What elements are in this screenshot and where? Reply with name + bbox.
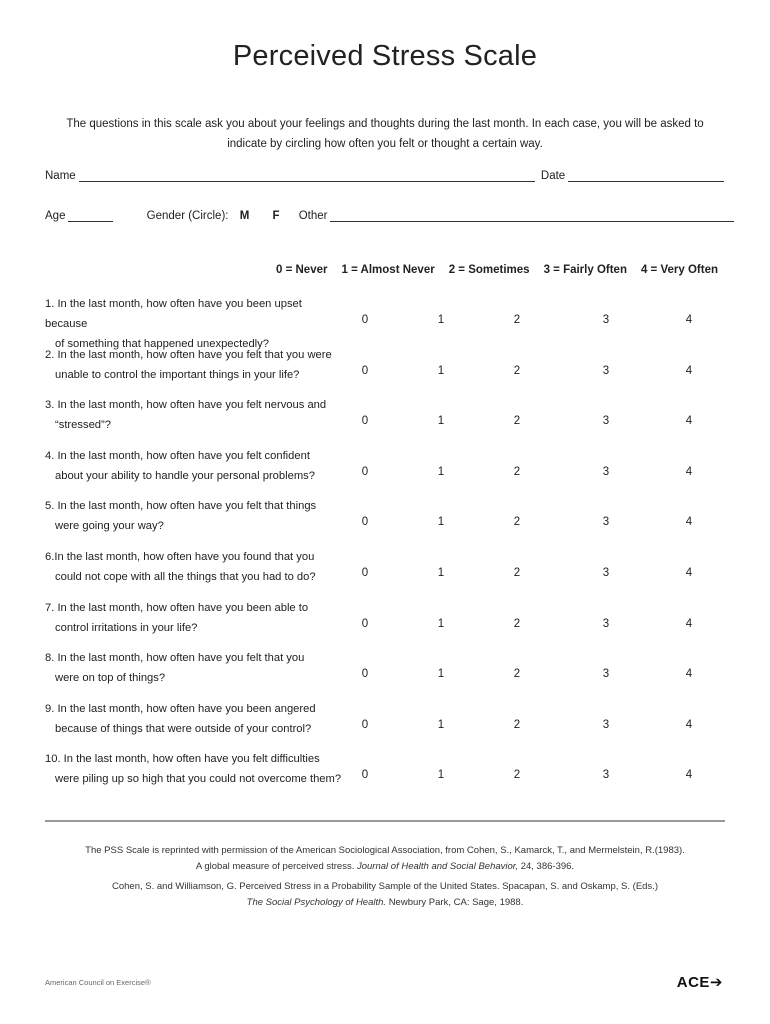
question-text-line-1: 6.In the last month, how often have you found that you [45,551,315,563]
credit-cohen [60,879,710,911]
credit-cohen-line-1: Cohen, S. and Williamson, G. Perceived Stress in a Probability Sample of the United States. Spacapan, S. and Oskamp, S. (Eds.) [112,881,658,892]
question-1-option-0[interactable]: 0 [361,314,369,326]
question-3 [45,395,345,435]
question-text-line-2: were going your way? [55,520,164,533]
question-3-option-2[interactable]: 2 [513,415,521,428]
question-3-option-0[interactable]: 0 [361,415,369,428]
credit-cohen-publisher: Newbury Park, CA: Sage, 1988. [388,897,524,908]
page-title: Perceived Stress Scale [232,40,538,72]
question-2-option-1[interactable]: 1 [437,364,445,377]
question-4-option-2[interactable]: 2 [513,465,521,478]
credit-pss-text: A global measure of perceived stress. [195,861,355,872]
intro-text [60,114,710,154]
divider [45,820,725,822]
question-7 [45,598,345,638]
question-text-line-2: because of things that were outside of your control? [55,722,312,735]
other-label: Other [298,210,328,222]
question-6-option-4[interactable]: 4 [685,567,693,579]
question-7-option-1[interactable]: 1 [437,617,445,630]
question-9 [45,699,345,739]
question-6 [45,547,345,587]
name-date-row [45,170,727,182]
question-text-line-1: 8. In the last month, how often have you felt that you [45,652,305,665]
credit-pss-line-2 [60,859,710,875]
question-text-line-1: 9. In the last month, how often have you been angered [45,702,316,715]
ace-logo: ACE➔ [676,974,723,991]
question-5-option-2[interactable]: 2 [513,516,521,529]
question-text-line-1: 7. In the last month, how often have you been able to [45,601,309,614]
question-6-option-2[interactable]: 2 [513,567,521,579]
question-7-option-4[interactable]: 4 [685,617,693,630]
question-text-line-1: 3. In the last month, how often have you felt nervous and [45,399,327,412]
question-9-option-1[interactable]: 1 [437,718,445,731]
question-5-option-4[interactable]: 4 [685,516,693,529]
name-field[interactable] [79,171,535,182]
question-10-option-0[interactable]: 0 [361,769,369,782]
question-5-option-1[interactable]: 1 [437,516,445,529]
question-text-line-2: were piling up so high that you could not overcome them? [55,773,342,786]
question-8-option-1[interactable]: 1 [437,668,445,681]
footer-org: American Council on Exercise® [45,978,151,987]
question-text-line-1: 4. In the last month, how often have you felt confident [45,449,310,462]
scale-legend [276,264,718,276]
age-field[interactable] [68,211,113,222]
question-text-line-2: about your ability to handle your personal problems? [55,469,315,482]
scale-very-often: 4 = Very Often [640,264,718,276]
question-6-option-1[interactable]: 1 [437,567,445,579]
date-field[interactable] [568,171,724,182]
question-text-line-2: could not cope with all the things that you had to do? [55,571,316,583]
question-text-line-2: of something that happened unexpectedly? [55,338,269,350]
question-8-option-2[interactable]: 2 [513,668,521,681]
question-5 [45,496,345,536]
question-text-line-2: “stressed”? [55,419,111,432]
question-7-option-2[interactable]: 2 [513,617,521,630]
gender-option-m[interactable]: M [239,210,250,222]
question-4-option-4[interactable]: 4 [685,465,693,478]
question-5-option-0[interactable]: 0 [361,516,369,529]
question-10-option-3[interactable]: 3 [602,769,610,782]
question-1-option-1[interactable]: 1 [437,314,445,326]
question-10 [45,749,345,789]
question-text-line-1: 2. In the last month, how often have you felt that you were [45,348,332,361]
scale-sometimes: 2 = Sometimes [448,264,530,276]
question-text-line-2: were on top of things? [55,672,166,685]
question-10-option-4[interactable]: 4 [685,769,693,782]
credit-cohen-book: The Social Psychology of Health. [246,897,387,908]
other-field[interactable] [330,211,734,222]
question-text-line-2: unable to control the important things in your life? [55,368,300,381]
question-9-option-4[interactable]: 4 [685,718,693,731]
question-4-option-0[interactable]: 0 [361,465,369,478]
scale-almost-never: 1 = Almost Never [341,264,435,276]
question-text-line-1: 5. In the last month, how often have you felt that things [45,500,317,513]
name-label: Name [45,170,76,182]
credit-pss [60,843,710,875]
question-10-option-2[interactable]: 2 [513,769,521,782]
question-2-option-4[interactable]: 4 [685,364,693,377]
question-6-option-0[interactable]: 0 [361,567,369,579]
intro-line-1: The questions in this scale ask you about your feelings and thoughts during the last month. In each case, you will be asked to [66,118,704,130]
question-text-line-2: control irritations in your life? [55,621,198,634]
credit-pss-pages: 24, 386-396. [520,861,575,872]
question-7-option-3[interactable]: 3 [602,617,610,630]
question-text-line-1: 1. In the last month, how often have you been upset because [45,298,302,330]
question-9-option-2[interactable]: 2 [513,718,521,731]
question-3-option-4[interactable]: 4 [685,415,693,428]
question-text-line-1: 10. In the last month, how often have you felt difficulties [45,753,320,766]
question-7-option-0[interactable]: 0 [361,617,369,630]
intro-line-2: indicate by circling how often you felt or thought a certain way. [227,138,543,150]
question-2-option-2[interactable]: 2 [513,364,521,377]
question-3-option-3[interactable]: 3 [602,415,610,428]
gender-option-f[interactable]: F [272,210,280,222]
question-6-option-3[interactable]: 3 [602,567,610,579]
question-4 [45,446,345,486]
question-8-option-4[interactable]: 4 [685,668,693,681]
question-2-option-0[interactable]: 0 [361,364,369,377]
gender-label: Gender (Circle): [146,210,229,222]
question-8 [45,648,345,688]
age-label: Age [45,210,66,222]
question-1-option-3[interactable]: 3 [602,314,610,326]
question-8-option-0[interactable]: 0 [361,668,369,681]
question-5-option-3[interactable]: 3 [602,516,610,529]
credit-cohen-line-2 [60,895,710,911]
question-8-option-3[interactable]: 3 [602,668,610,681]
question-4-option-1[interactable]: 1 [437,465,445,478]
question-9-option-3[interactable]: 3 [602,718,610,731]
question-3-option-1[interactable]: 1 [437,415,445,428]
question-2 [45,345,345,385]
question-9-option-0[interactable]: 0 [361,718,369,731]
question-1-option-2[interactable]: 2 [513,314,521,326]
credit-pss-line-1: The PSS Scale is reprinted with permission of the American Sociological Association, from Cohen, S., Kamarck, T., and Mermelstein, R.(1983). [85,845,685,856]
question-10-option-1[interactable]: 1 [437,769,445,782]
question-1-option-4[interactable]: 4 [685,314,693,326]
question-2-option-3[interactable]: 3 [602,364,610,377]
question-4-option-3[interactable]: 3 [602,465,610,478]
age-gender-row [45,210,737,222]
date-label: Date [540,170,566,182]
credit-pss-journal: Journal of Health and Social Behavior, [356,861,519,872]
scale-never: 0 = Never [276,264,328,276]
scale-fairly-often: 3 = Fairly Often [543,264,627,276]
